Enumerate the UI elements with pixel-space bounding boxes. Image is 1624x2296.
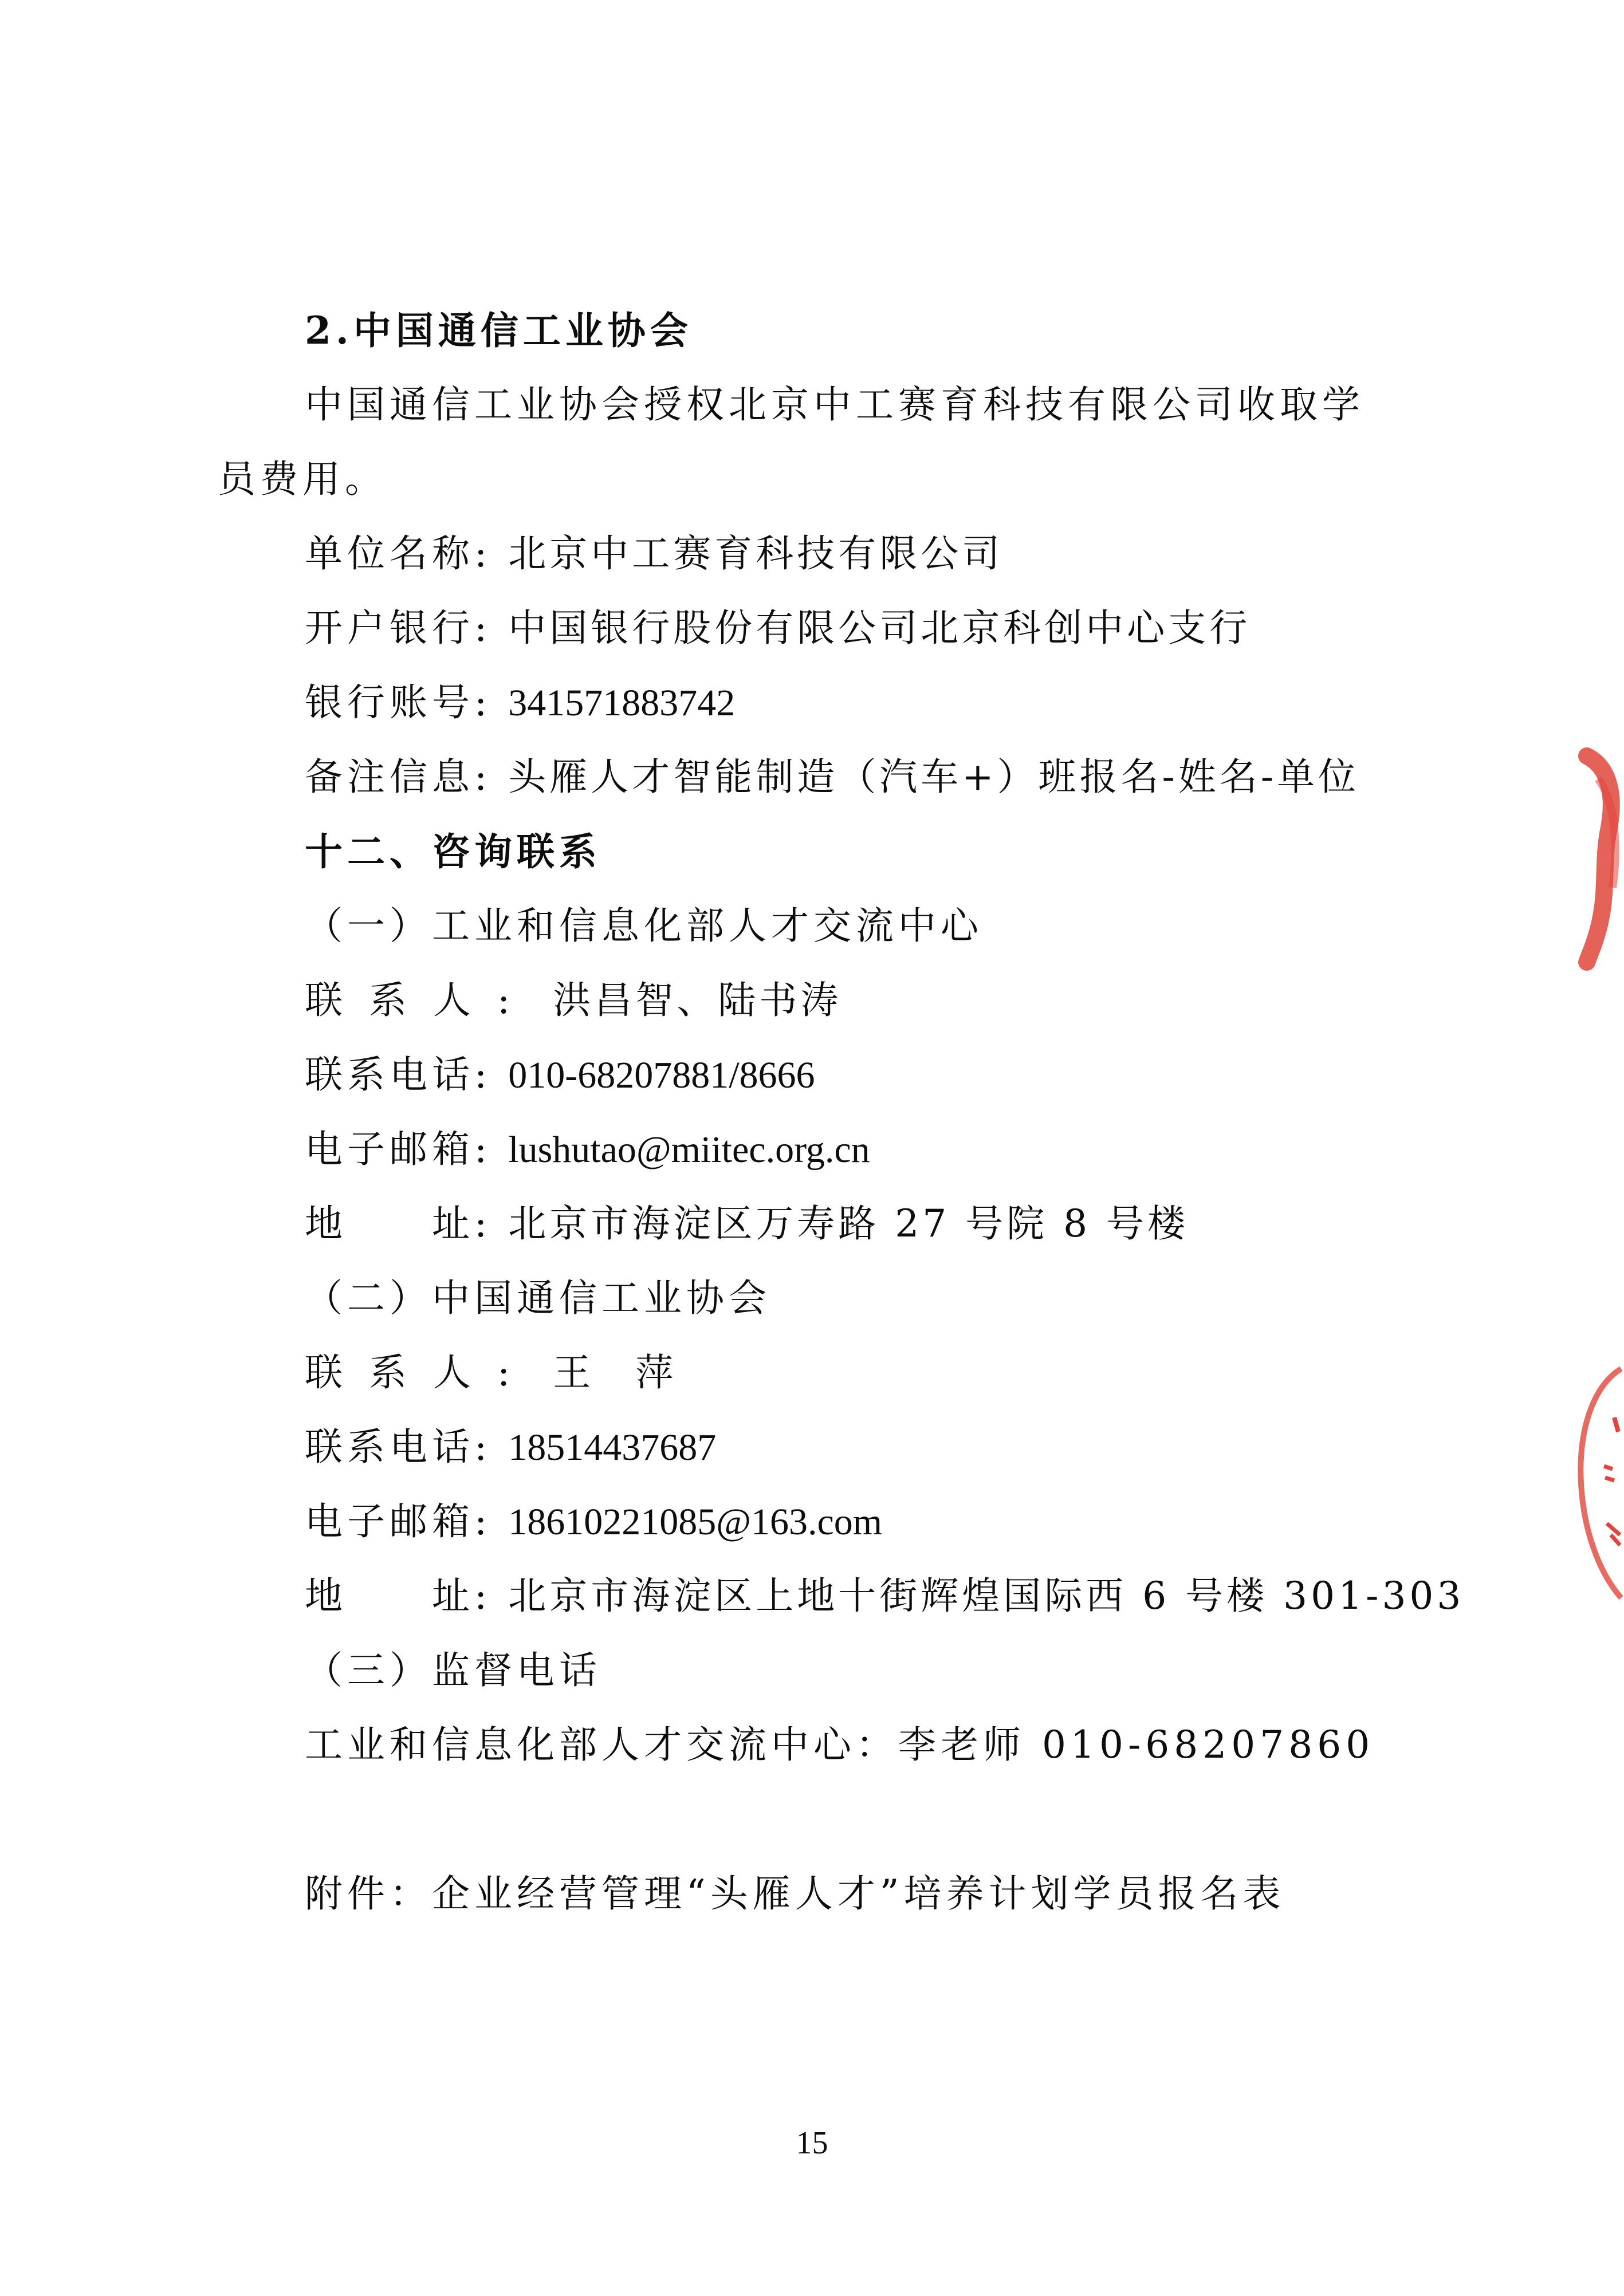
contact1-address-row <box>305 1198 1189 1250</box>
contact2-phone-row <box>305 1421 716 1474</box>
attachment-line: 附件：企业经营管理“头雁人才”培养计划学员报名表 <box>305 1872 1285 1916</box>
section-heading-12: 十二、咨询联系 <box>305 829 601 874</box>
account-row <box>305 677 735 729</box>
contact-person-value: 洪昌智、陆书涛 <box>553 978 842 1022</box>
page-number: 15 <box>796 2125 828 2161</box>
contact-person-label: 联系人: <box>305 978 537 1022</box>
contact-address-label: 地 址: <box>305 1202 492 1246</box>
official-seal-mark <box>1570 1363 1624 1604</box>
account-label: 银行账号: <box>305 680 492 724</box>
supervision-heading: （三）监督电话 <box>305 1648 601 1692</box>
unit-name-value: 北京中工赛育科技有限公司 <box>508 531 1004 576</box>
bank-label: 开户银行: <box>305 606 492 650</box>
paragraph-line: 员费用。 <box>218 457 387 501</box>
remark-row <box>305 751 1359 803</box>
contact1-phone-row <box>305 1049 815 1101</box>
contact-phone-value: 18514437687 <box>508 1427 717 1468</box>
contact-address-label: 地 址: <box>305 1574 492 1618</box>
contact-email-value: 18610221085@163.com <box>508 1501 883 1543</box>
contact1-email-row <box>305 1124 870 1176</box>
contact-phone-label: 联系电话: <box>305 1053 492 1097</box>
account-value: 341571883742 <box>508 682 736 724</box>
contact-address-value: 北京市海淀区万寿路 27 号院 8 号楼 <box>508 1202 1189 1246</box>
section-heading-2: 2.中国通信工业协会 <box>305 308 693 353</box>
contact2-person-row <box>305 1347 677 1399</box>
contact2-address-row <box>305 1570 1464 1622</box>
contact-phone-value: 010-68207881/8666 <box>508 1054 815 1096</box>
contact-address-value: 北京市海淀区上地十街辉煌国际西 6 号楼 301-303 <box>508 1574 1465 1618</box>
contact2-heading: （二）中国通信工业协会 <box>305 1276 771 1320</box>
contact-phone-label: 联系电话: <box>305 1425 492 1469</box>
contact-email-value: lushutao@miitec.org.cn <box>508 1129 870 1171</box>
contact-email-label: 电子邮箱: <box>305 1127 492 1171</box>
bank-value: 中国银行股份有限公司北京科创中心支行 <box>508 606 1251 650</box>
contact-person-value: 王 萍 <box>553 1350 677 1395</box>
unit-name-label: 单位名称: <box>305 531 492 576</box>
contact2-email-row <box>305 1496 882 1548</box>
contact1-person-row <box>305 975 842 1026</box>
remark-value: 头雁人才智能制造（汽车+）班报名-姓名-单位 <box>508 755 1360 799</box>
bank-row <box>305 602 1251 654</box>
contact-email-label: 电子邮箱: <box>305 1499 492 1543</box>
supervision-line: 工业和信息化部人才交流中心：李老师 010-68207860 <box>305 1723 1375 1767</box>
remark-label: 备注信息: <box>305 755 492 799</box>
unit-name-row <box>305 528 1003 580</box>
contact-person-label: 联系人: <box>305 1350 537 1395</box>
paragraph-line: 中国通信工业协会授权北京中工赛育科技有限公司收取学 <box>305 383 1365 427</box>
official-seal-mark <box>1547 745 1624 974</box>
contact1-heading: （一）工业和信息化部人才交流中心 <box>305 904 983 948</box>
